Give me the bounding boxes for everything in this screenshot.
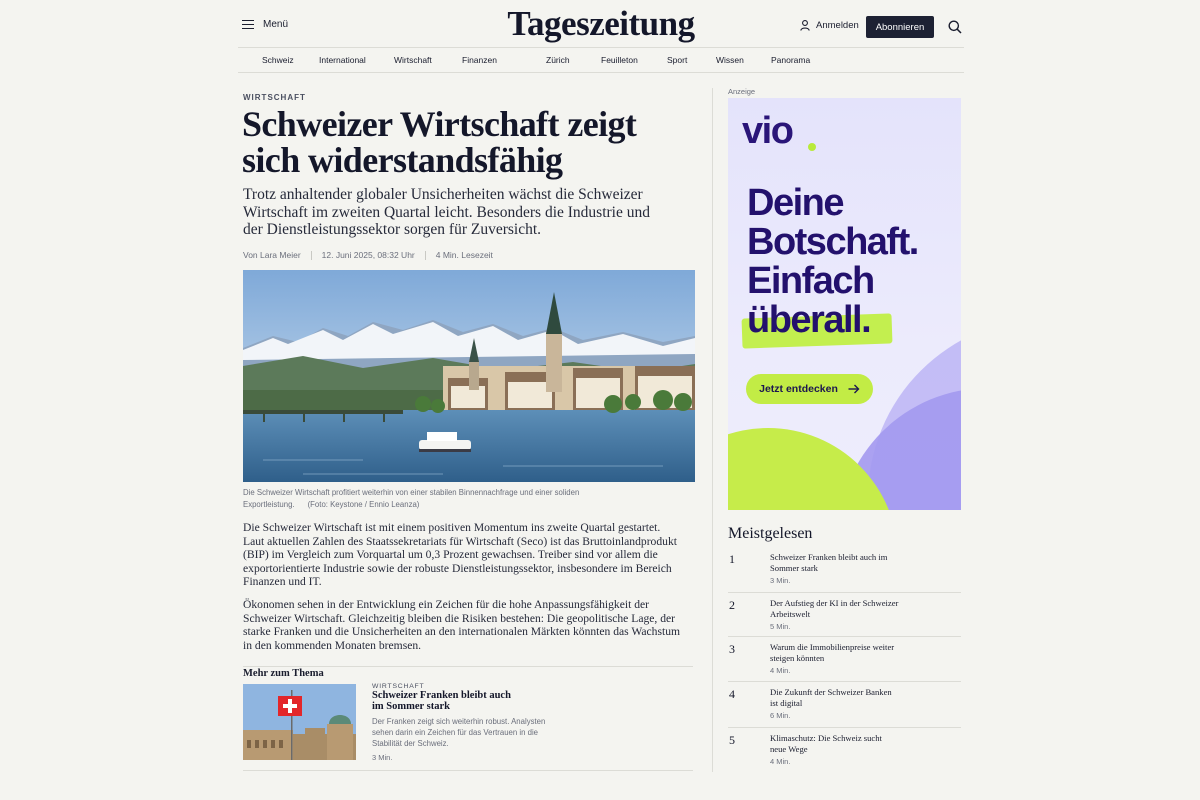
related-article-card[interactable] [243,684,693,762]
caption-text: Die Schweizer Wirtschaft profitiert weiterhin von einer stabilen Binnennachfrage und einer soliden Exportleistung. [243,488,580,509]
article-headline: Schweizer Wirtschaft zeigt sich widerstandsfähig [242,104,637,180]
nav-item-international[interactable]: International [319,55,366,65]
most-read-title: Meistgelesen [728,525,813,542]
ad-brand-dot [808,143,816,151]
most-read-rank: 5 [729,733,735,747]
article-author[interactable]: Von Lara Meier [243,250,301,260]
nav-item-finanzen[interactable]: Finanzen [462,55,497,65]
article-read-time: 4 Min. Lesezeit [435,250,493,260]
most-read-headline[interactable]: Klimaschutz: Die Schweiz sucht neue Wege [770,733,882,754]
related-article-title[interactable]: Schweizer Franken bleibt auch im Sommer stark [372,690,511,712]
most-read-rank: 1 [729,552,735,566]
search-icon[interactable] [948,20,962,34]
most-read-time: 5 Min. [770,622,791,631]
column-divider [712,88,713,772]
ad-headline: Deine Botschaft. Einfach überall. [747,182,918,341]
advertisement-banner[interactable] [728,98,961,510]
article-paragraph: Ökonomen sehen in der Entwicklung ein Zeichen für die hohe Anpassungsfähigkeit der Schweizer Wirtschaft. Gleichzeitig bleiben die Risiken bestehen: Die geopolitische Lage, der starke Franken und die Unsicherheiten an den internationalen Märkten könnten das Wachstum in den kommenden Monaten bremsen. [243,598,681,652]
nav-item-schweiz[interactable]: Schweiz [262,55,294,65]
nav-item-feuilleton[interactable]: Feuilleton [601,55,638,65]
login-button[interactable] [800,20,859,31]
most-read-item[interactable] [728,592,961,637]
site-logo[interactable]: Tageszeitung [507,4,695,43]
photo-credit: (Foto: Keystone / Ennio Leanza) [307,500,420,509]
user-icon [800,20,810,31]
most-read-rank: 2 [729,598,735,612]
most-read-item[interactable] [728,636,961,681]
ad-cta-label: Jetzt entdecken [759,383,838,395]
nav-item-wissen[interactable]: Wissen [716,55,744,65]
related-article-kicker: WIRTSCHAFT [372,683,425,690]
hero-image [243,270,695,482]
article-meta [243,250,493,260]
article-paragraph: Die Schweizer Wirtschaft ist mit einem positiven Momentum ins zweite Quartal gestartet. Laut aktuellen Zahlen des Staatssekretariats für Wirtschaft (Seco) ist das Bruttoinlandprodukt (BIP) im Vergleich zum Vorquartal um 0,3 Prozent gewachsen. Treiber sind vor allem die exportorientierte Industrie sowie der robuste Dienstleistungssektor, insbesondere im Bereich Finanzen und IT. [243,521,677,589]
nav-item-wirtschaft[interactable]: Wirtschaft [394,55,432,65]
most-read-rank: 4 [729,687,735,701]
article-date: 12. Juni 2025, 08:32 Uhr [321,250,415,260]
related-article-teaser: Der Franken zeigt sich weiterhin robust. Analysten sehen darin ein Zeichen für das Vertrauen in die Stabilität der Schweiz. [372,717,546,748]
most-read-headline[interactable]: Warum die Immobilienpreise weiter steigen könnten [770,642,895,663]
most-read-time: 4 Min. [770,666,791,675]
article-lead: Trotz anhaltender globaler Unsicherheiten wächst die Schweizer Wirtschaft im zweiten Quartal leicht. Besonders die Industrie und der Dienstleistungssektor sorgen für Zuversicht. [243,186,650,238]
most-read-time: 3 Min. [770,576,791,585]
divider [243,770,693,771]
most-read-item[interactable] [728,548,961,593]
section-nav [238,48,964,73]
article-kicker[interactable]: WIRTSCHAFT [243,93,306,102]
related-section-title: Mehr zum Thema [243,668,324,679]
most-read-item[interactable] [728,727,961,772]
most-read-rank: 3 [729,642,735,656]
divider [243,666,693,667]
meta-divider [311,251,312,260]
most-read-headline[interactable]: Der Aufstieg der KI in der Schweizer Arbeitswelt [770,598,899,619]
nav-item-panorama[interactable]: Panorama [771,55,811,65]
hero-caption [243,487,623,511]
nav-item-sport[interactable]: Sport [667,55,688,65]
nav-item-zuerich[interactable]: Zürich [546,55,570,65]
most-read-item[interactable] [728,681,961,726]
meta-divider [425,251,426,260]
most-read-headline[interactable]: Die Zukunft der Schweizer Banken ist digital [770,687,892,708]
login-label: Anmelden [816,20,859,31]
ad-brand-logo: vio [742,110,793,152]
arrow-right-icon [848,384,860,394]
related-article-image [243,684,356,760]
most-read-time: 6 Min. [770,711,791,720]
most-read-headline[interactable]: Schweizer Franken bleibt auch im Sommer stark [770,552,888,573]
most-read-time: 4 Min. [770,757,791,766]
related-article-read-time: 3 Min. [372,753,393,762]
subscribe-button[interactable]: Abonnieren [866,16,934,38]
site-header [238,0,964,48]
ad-label: Anzeige [728,87,756,96]
menu-label: Menü [263,19,289,30]
ad-cta-button[interactable] [746,374,873,404]
